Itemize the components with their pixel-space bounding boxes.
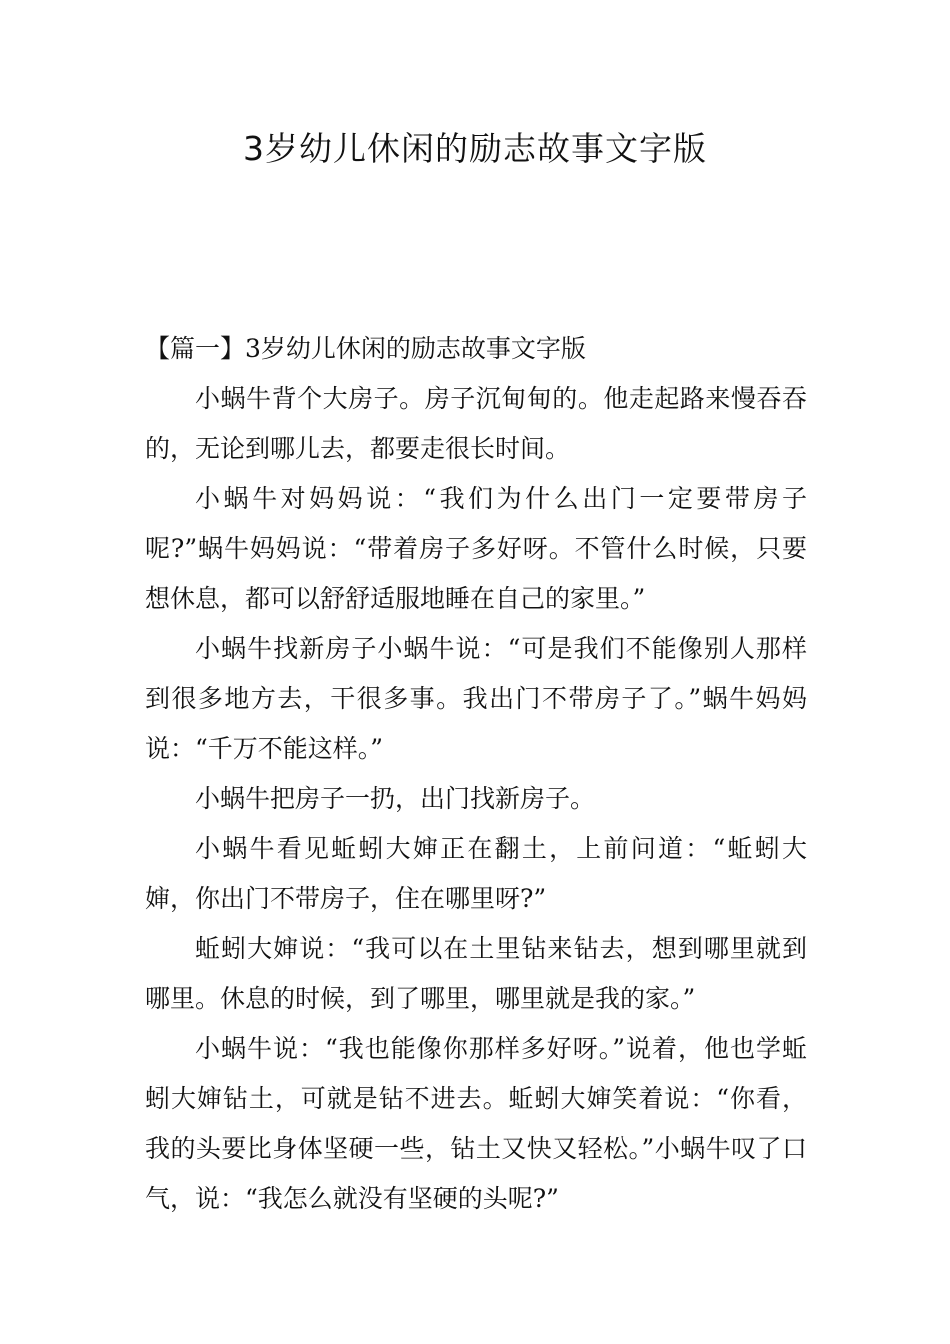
paragraph-5: 小蜗牛看见蚯蚓大婶正在翻土，上前问道：“蚯蚓大婶，你出门不带房子，住在哪里呀?” [145,834,807,913]
document-body [145,324,807,1224]
document-title: 3岁幼儿休闲的励志故事文字版 [243,129,707,168]
paragraph-2: 小蜗牛对妈妈说：“我们为什么出门一定要带房子呢?”蜗牛妈妈说：“带着房子多好呀。不管什么时候，只要想休息，都可以舒舒适服地睡在自己的家里。” [145,484,807,613]
paragraph-3: 小蜗牛找新房子小蜗牛说：“可是我们不能像别人那样到很多地方去，干很多事。我出门不带房子了。”蜗牛妈妈说：“千万不能这样。” [145,634,807,763]
paragraph-1: 小蜗牛背个大房子。房子沉甸甸的。他走起路来慢吞吞的，无论到哪儿去，都要走很长时间。 [145,384,807,463]
paragraph-4: 小蜗牛把房子一扔，出门找新房子。 [195,784,596,813]
section-heading: 【篇一】3岁幼儿休闲的励志故事文字版 [145,334,586,363]
paragraph-7: 小蜗牛说：“我也能像你那样多好呀。”说着，他也学蚯蚓大婶钻土，可就是钻不进去。蚯蚓大婶笑着说：“你看，我的头要比身体坚硬一些，钻土又快又轻松。”小蜗牛叹了口气，说：“我怎么就没有坚硬的头呢?” [145,1034,807,1213]
paragraph-6: 蚯蚓大婶说：“我可以在土里钻来钻去，想到哪里就到哪里。休息的时候，到了哪里，哪里就是我的家。” [145,934,807,1013]
